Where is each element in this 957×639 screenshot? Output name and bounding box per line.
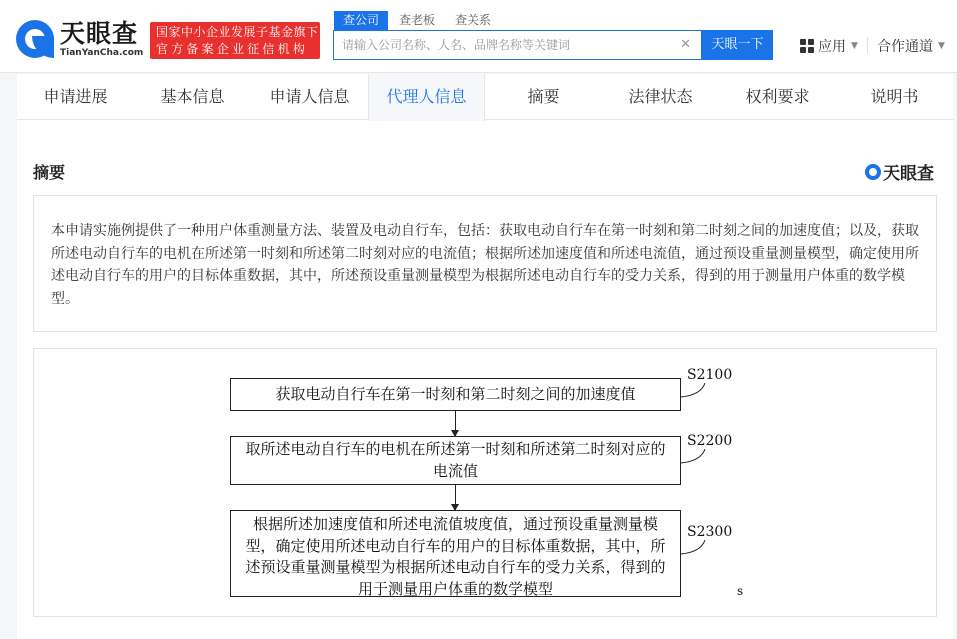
coop-menu[interactable]: [877, 36, 945, 56]
flow-step-3: 根据所述加速度值和所述电流值坡度值，通过预设重量测量模型，确定使用所述电动自行车的用户的目标体重数据，其中，所述预设重量测量模型为根据所述电动自行车的受力关系，得到的用于测量用户体重的数学模型: [230, 510, 681, 597]
grid-icon: [800, 39, 814, 53]
header-divider: [867, 37, 868, 53]
flow-step-1: 获取电动自行车在第一时刻和第二时刻之间的加速度值: [230, 378, 681, 411]
coop-label: 合作通道: [877, 39, 933, 55]
tab-description[interactable]: 说明书: [870, 87, 919, 106]
flow-step-3-label: S2300: [687, 524, 733, 540]
search-type-tabs: [334, 11, 502, 30]
search-tab-boss[interactable]: 查老板: [399, 13, 436, 27]
slogan-badge: [150, 22, 320, 59]
apps-menu[interactable]: [800, 36, 858, 56]
slogan-line-2: 官方备案企业征信机构: [156, 42, 309, 56]
patent-detail-card: [17, 74, 954, 639]
search-box: [333, 30, 702, 60]
detail-tabs: [17, 74, 954, 120]
flow-step-1-label: S2100: [687, 367, 733, 383]
clear-icon[interactable]: ✕: [680, 37, 691, 52]
logo-icon: [16, 20, 54, 58]
search-input[interactable]: [334, 31, 664, 59]
site-logo[interactable]: [16, 20, 143, 59]
top-header: [0, 0, 957, 73]
flow-arrow-2: [455, 485, 456, 510]
apps-label: 应用: [818, 39, 846, 55]
logo-text: 天眼查: [60, 19, 139, 48]
label-leader-2: [681, 449, 711, 465]
tab-application-progress[interactable]: 申请进展: [43, 87, 108, 106]
logo-subtext: TianYanCha.com: [60, 48, 144, 58]
flow-step-2: 取所述电动自行车的电机在所述第一时刻和所述第二时刻对应的电流值: [230, 436, 681, 485]
label-leader-1: [681, 383, 711, 399]
section-title: 摘要: [33, 163, 66, 182]
brand-watermark: [865, 159, 934, 184]
chevron-down-icon: ▼: [851, 41, 858, 51]
search-button[interactable]: 天眼一下: [702, 30, 773, 60]
tab-agent-info[interactable]: 代理人信息: [368, 74, 485, 121]
flow-arrow-1: [455, 411, 456, 436]
label-leader-3: [681, 540, 711, 556]
chevron-down-icon: ▼: [938, 41, 945, 51]
tab-applicant-info[interactable]: 申请人信息: [269, 87, 350, 106]
abstract-text: 本申请实施例提供了一种用户体重测量方法、装置及电动自行车，包括：获取电动自行车在第一时刻和第二时刻之间的加速度值；以及，获取所述电动自行车的电机在所述第一时刻和所述第二时刻对应的电流值；根据所述加速度值和所述电流值，通过预设重量测量模型，确定使用所述电动自行车的用户的目标体重数据，其中，所述预设重量测量模型为根据所述电动自行车的受力关系，得到的用于测量用户体重的数学模型。: [33, 195, 937, 332]
tab-abstract[interactable]: 摘要: [527, 87, 560, 106]
abstract-figure: [33, 348, 937, 617]
search-tab-relation[interactable]: 查关系: [455, 13, 492, 27]
figure-corner-mark: s: [737, 584, 744, 598]
tab-basic-info[interactable]: 基本信息: [160, 87, 225, 106]
search-tab-company[interactable]: 查公司: [334, 11, 388, 30]
tab-legal-status[interactable]: 法律状态: [628, 87, 693, 106]
slogan-line-1: 国家中小企业发展子基金旗下: [156, 25, 319, 39]
logo-icon: [865, 164, 881, 180]
watermark-text: 天眼查: [883, 164, 934, 184]
flow-step-2-label: S2200: [687, 433, 733, 449]
tab-claims[interactable]: 权利要求: [745, 87, 810, 106]
